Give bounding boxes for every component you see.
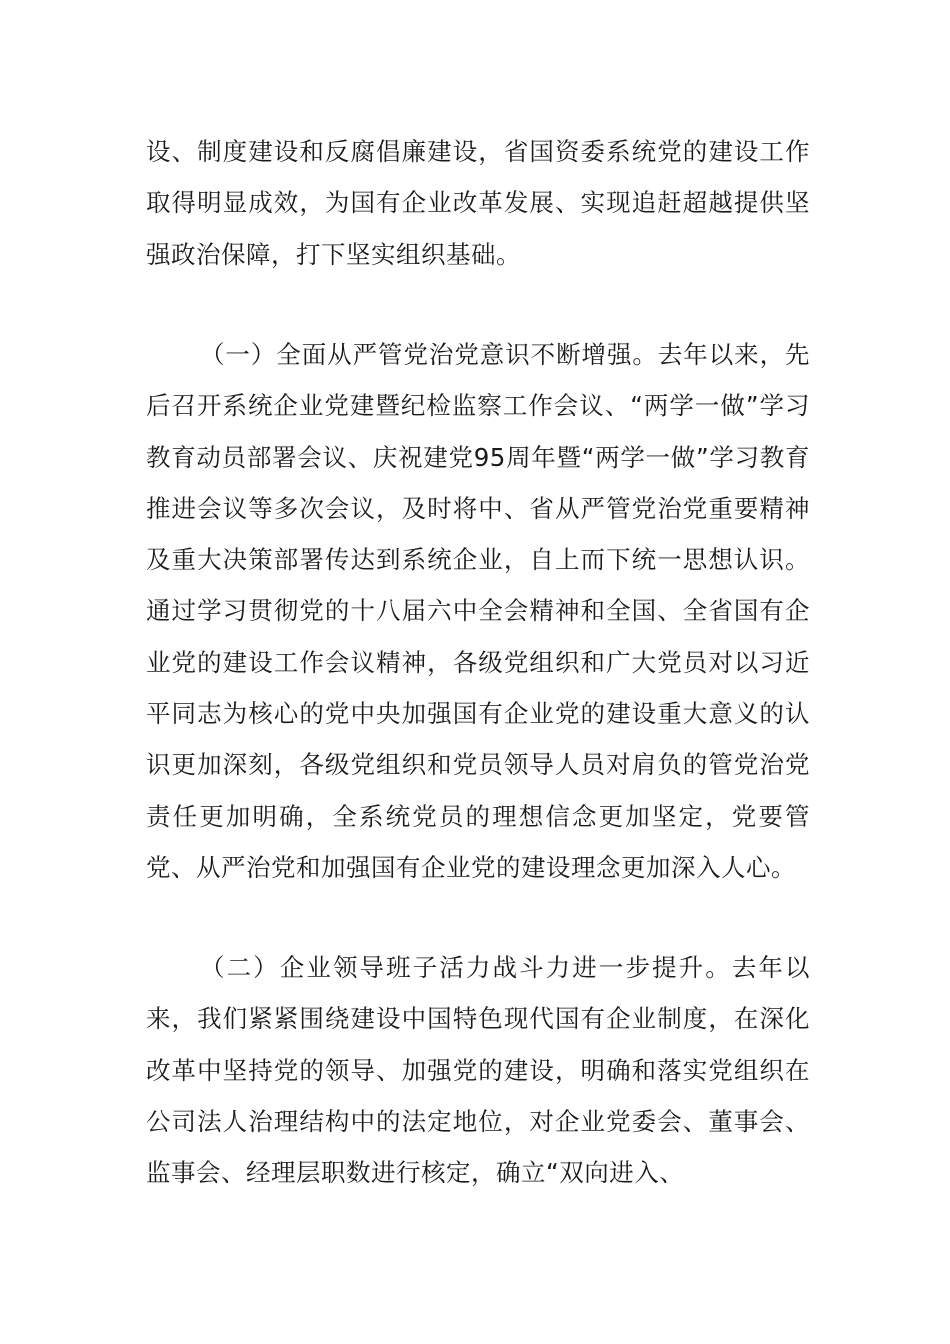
paragraph-section-1: （一）全面从严管党治党意识不断增强。去年以来，先后召开系统企业党建暨纪检监察工作会议、“两学一做”学习教育动员部署会议、庆祝建党95周年暨“两学一做”学习教育推进会议等多次会议，及时将中、省从严管党治党重要精神及重大决策部署传达到系统企业，自上而下统一思想认识。通过学习贯彻党的十八届六中全会精神和全国、全省国有企业党的建设工作会议精神，各级党组织和广大党员对以习近平同志为核心的党中央加强国有企业党的建设重大意义的认识更加深刻，各级党组织和党员领导人员对肩负的管党治党责任更加明确，全系统党员的理想信念更加坚定，党要管党、从严治党和加强国有企业党的建设理念更加深入人心。 (146, 340, 810, 882)
paragraph-section-2: （二）企业领导班子活力战斗力进一步提升。去年以来，我们紧紧围绕建设中国特色现代国有企业制度，在深化改革中坚持党的领导、加强党的建设，明确和落实党组织在公司法人治理结构中的法定地位，对企业党委会、董事会、监事会、经理层职数进行核定，确立“双向进入、 (146, 953, 810, 1188)
paragraph-intro-continuation: 设、制度建设和反腐倡廉建设，省国资委系统党的建设工作取得明显成效，为国有企业改革发展、实现追赶超越提供坚强政治保障，打下坚实组织基础。 (146, 137, 810, 269)
